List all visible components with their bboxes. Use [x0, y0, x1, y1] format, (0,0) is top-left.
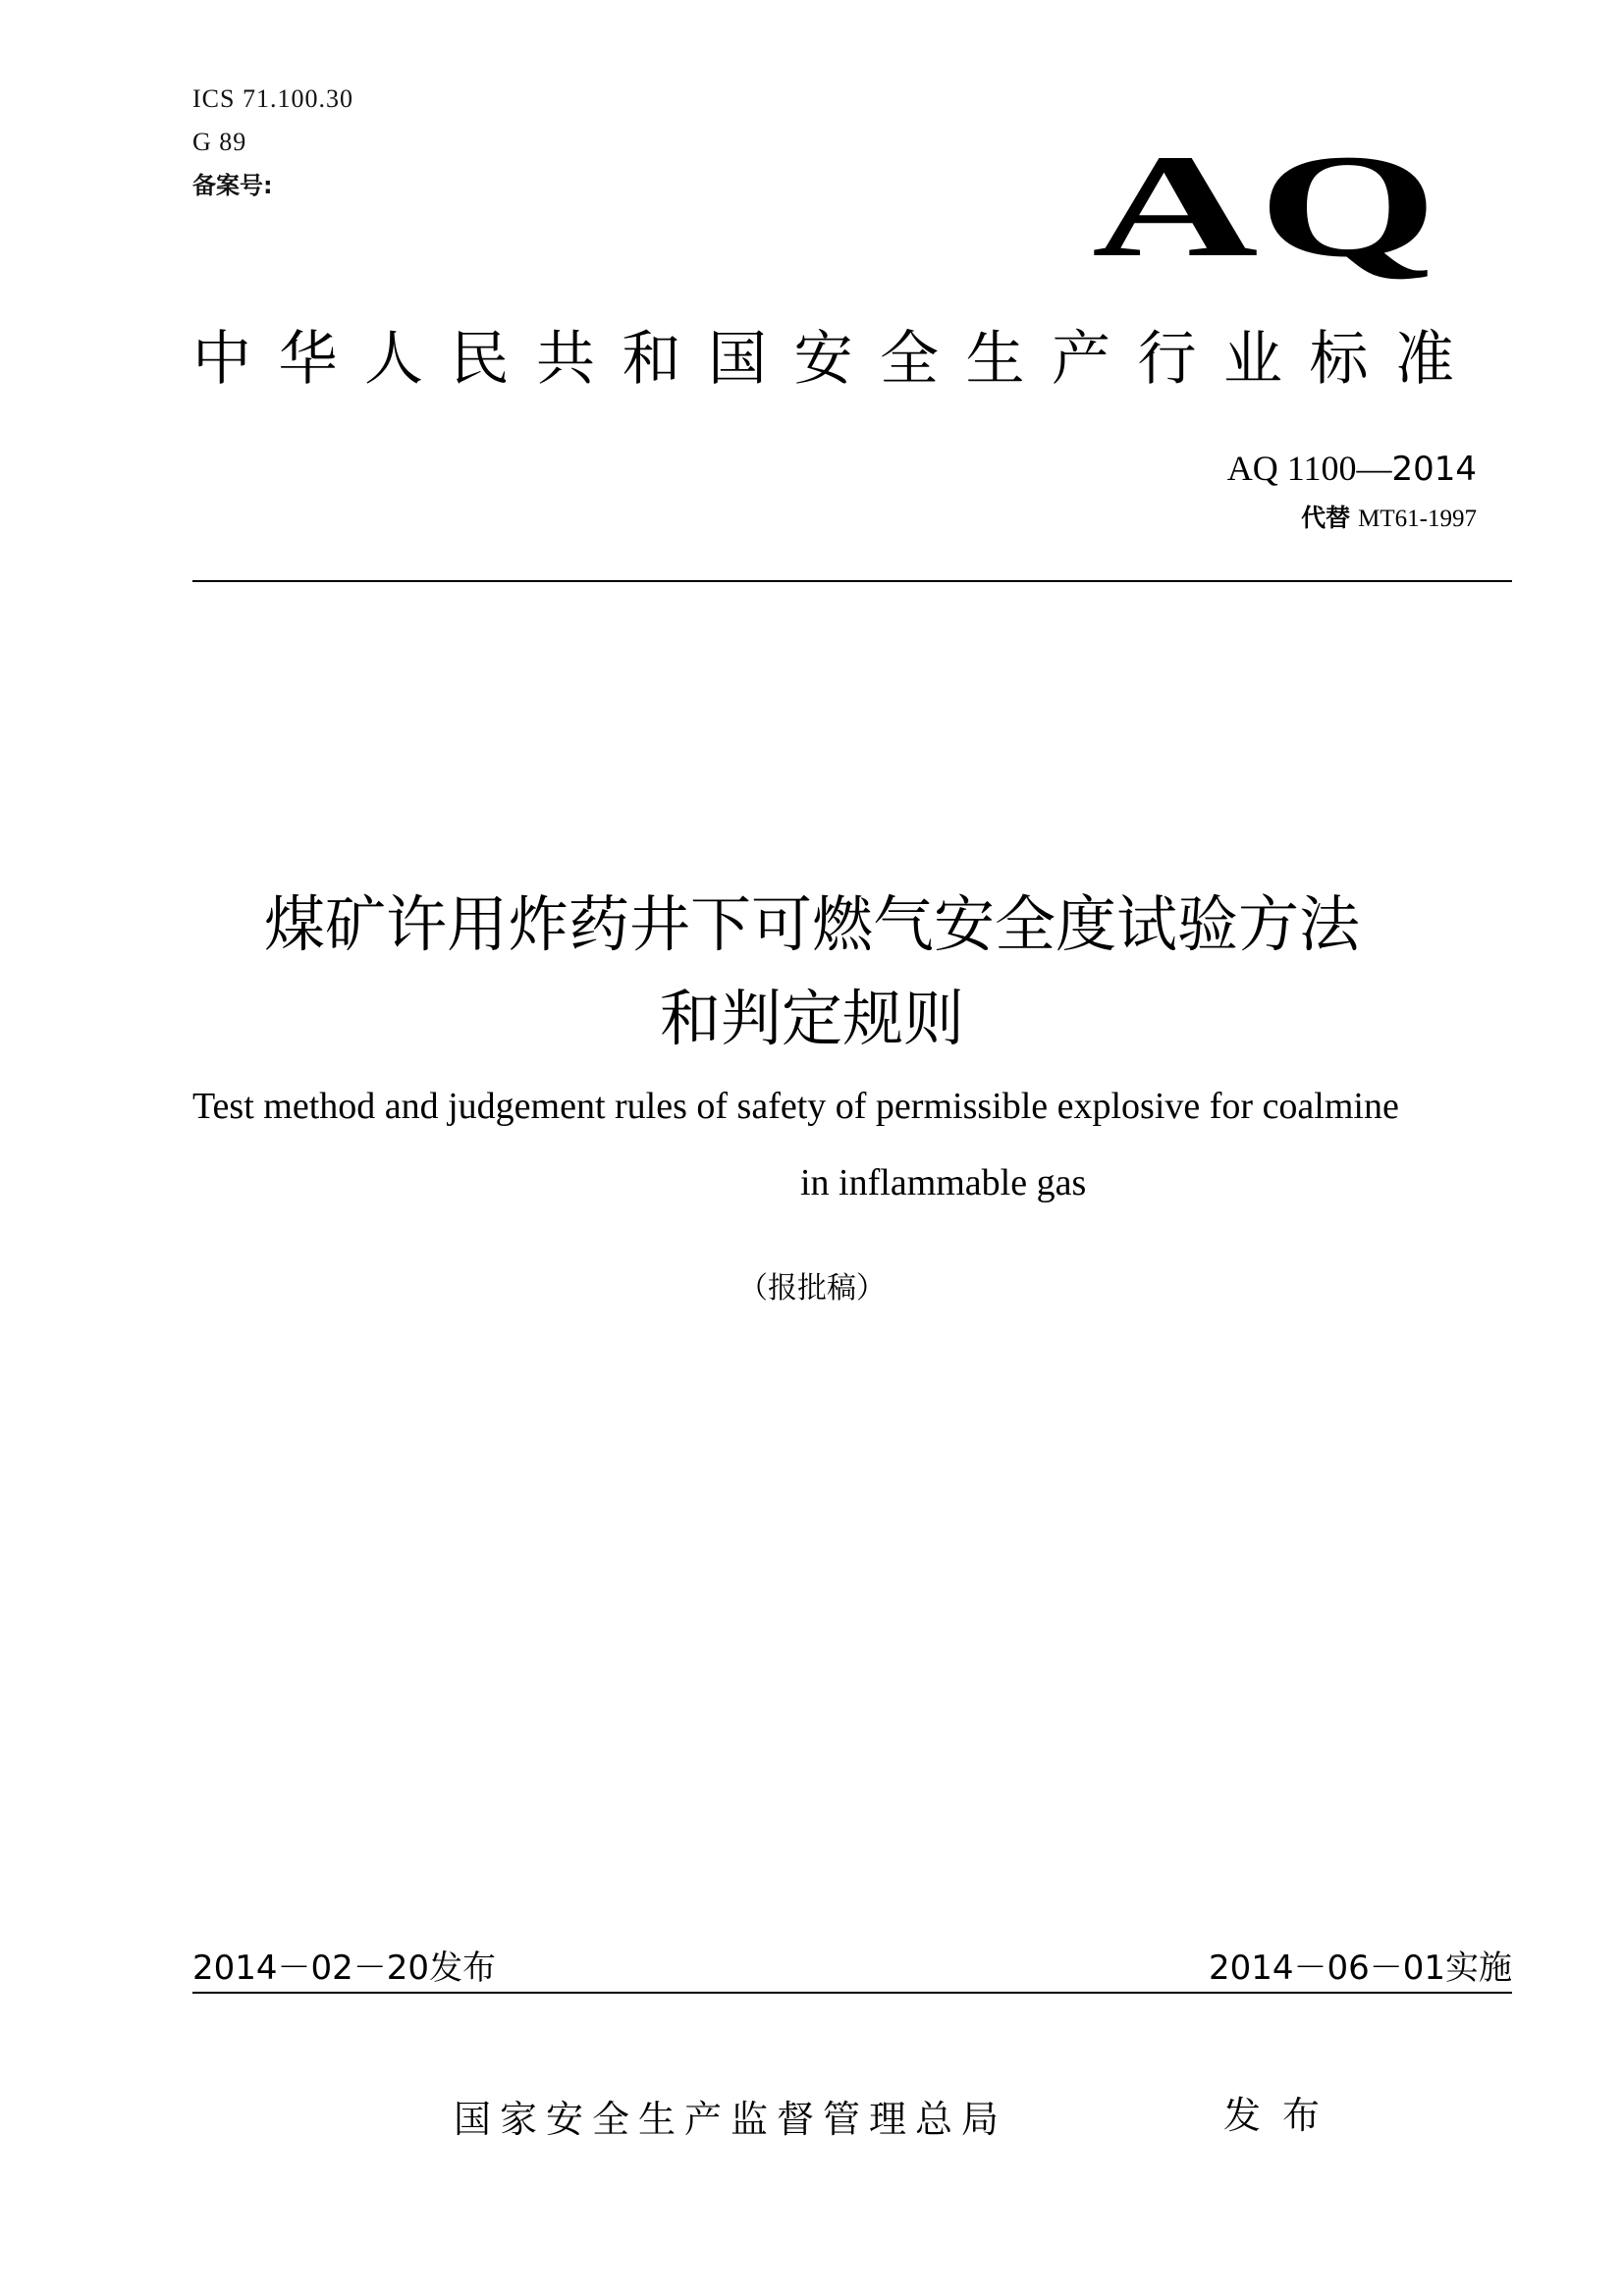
- ics-code: ICS 71.100.30: [192, 84, 353, 113]
- dates-divider: [192, 1992, 1512, 1994]
- classification-code: G 89: [192, 128, 247, 156]
- issuing-authority: 国家安全生产监督管理总局: [454, 2098, 1008, 2141]
- chinese-title-line-2: 和判定规则: [659, 983, 964, 1054]
- implementation-date-value: 2014－06－01: [1208, 1949, 1445, 1988]
- replaced-standard-code: MT61-1997: [1358, 506, 1477, 532]
- standard-number-separator: —: [1356, 449, 1392, 488]
- standard-number-year: 2014: [1391, 450, 1477, 489]
- aq-logo-graphic: [1092, 118, 1455, 285]
- english-title-line-1: Test method and judgement rules of safety of permissible explosive for coalmine: [192, 1086, 1399, 1127]
- aq-logo-text: AQ: [1092, 125, 1437, 285]
- implementation-date: [1209, 1948, 1512, 1989]
- standard-number: [1227, 448, 1477, 490]
- implementation-date-label: 实施: [1445, 1949, 1512, 1988]
- header-divider: [192, 580, 1512, 582]
- chinese-title-line-1: 煤矿许用炸药井下可燃气安全度试验方法: [263, 888, 1360, 960]
- english-title-line-2: in inflammable gas: [800, 1162, 1087, 1203]
- issuing-action: 发布: [1223, 2094, 1342, 2137]
- aq-logo-icon: [1092, 118, 1455, 285]
- filing-number-label: 备案号:: [192, 172, 273, 199]
- issue-date: [192, 1948, 496, 1989]
- issuing-industry-title: 中华人民共和国安全生产行业标准: [192, 325, 1482, 394]
- standard-number-prefix: AQ 1100: [1226, 449, 1357, 488]
- replaces-standard: [1301, 503, 1477, 535]
- issue-date-label: 发布: [429, 1949, 497, 1988]
- issue-date-value: 2014－02－20: [192, 1949, 430, 1988]
- replaces-label: 代替: [1301, 504, 1351, 532]
- draft-status: （报批稿）: [738, 1271, 886, 1306]
